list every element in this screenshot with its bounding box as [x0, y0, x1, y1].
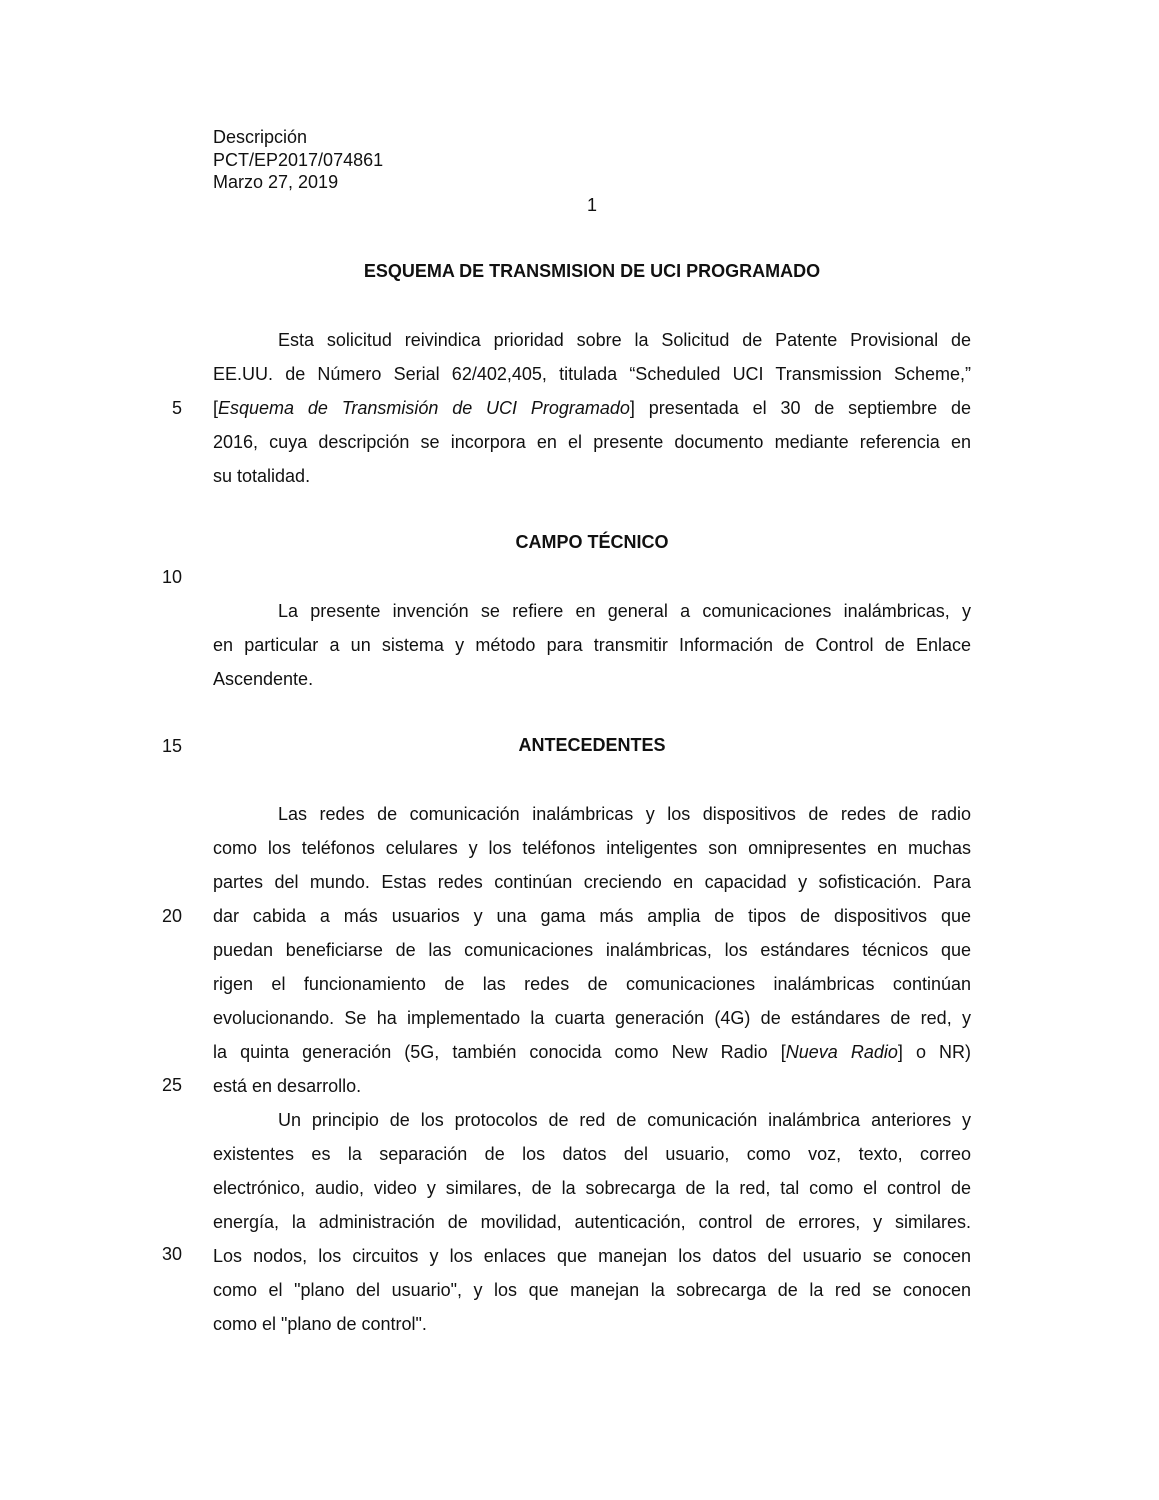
doc-type: Descripción — [213, 127, 308, 147]
text-line: energía, la administración de movilidad, autenticación, control de errores, y similares. — [213, 1212, 971, 1232]
text-line: su totalidad. — [213, 466, 311, 486]
text-run: ] o NR) — [897, 1042, 972, 1062]
margin-line-number: 10 — [161, 567, 182, 587]
margin-line-number: 25 — [161, 1075, 182, 1095]
text-line: existentes es la separación de los datos del usuario, como voz, texto, correo — [213, 1144, 971, 1164]
text-line: dar cabida a más usuarios y una gama más amplia de tipos de dispositivos que — [213, 906, 971, 926]
document-header — [213, 126, 383, 194]
text-line: Las redes de comunicación inalámbricas y los dispositivos de redes de radio — [278, 804, 971, 824]
text-line: La presente invención se refiere en general a comunicaciones inalámbricas, y — [278, 601, 971, 621]
text-line — [213, 1037, 971, 1067]
section-heading-campo-tecnico: CAMPO TÉCNICO — [515, 532, 669, 552]
margin-line-number: 5 — [171, 398, 182, 418]
document-date: Marzo 27, 2019 — [213, 172, 339, 192]
bracket: [ — [213, 398, 219, 418]
document-title: ESQUEMA DE TRANSMISION DE UCI PROGRAMADO — [363, 261, 821, 281]
text-line: como el "plano del usuario", y los que manejan la sobrecarga de la red se conocen — [213, 1280, 971, 1300]
text-line: Esta solicitud reivindica prioridad sobre la Solicitud de Patente Provisional de — [278, 330, 971, 350]
italic-translation: Esquema de Transmisión de UCI Programado — [218, 398, 630, 418]
text-line: EE.UU. de Número Serial 62/402,405, titulada “Scheduled UCI Transmission Scheme,” — [213, 364, 971, 384]
page-number: 1 — [586, 195, 597, 215]
text-line: como el "plano de control". — [213, 1314, 427, 1334]
italic-translation: Nueva Radio — [785, 1042, 898, 1062]
text-line: como los teléfonos celulares y los teléfonos inteligentes son omnipresentes en muchas — [213, 838, 971, 858]
text-line: Un principio de los protocolos de red de comunicación inalámbrica anteriores y — [278, 1110, 971, 1130]
text-run: ] presentada el 30 de septiembre de — [629, 398, 971, 418]
text-line — [213, 393, 971, 423]
margin-line-number: 20 — [161, 906, 182, 926]
text-line: partes del mundo. Estas redes continúan creciendo en capacidad y sofisticación. Para — [213, 872, 971, 892]
text-line: 2016, cuya descripción se incorpora en el presente documento mediante referencia en — [213, 432, 971, 452]
text-line: Ascendente. — [213, 669, 314, 689]
text-line: rigen el funcionamiento de las redes de comunicaciones inalámbricas continúan — [213, 974, 971, 994]
margin-line-number: 30 — [161, 1244, 182, 1264]
text-line: puedan beneficiarse de las comunicaciones inalámbricas, los estándares técnicos que — [213, 940, 971, 960]
text-line: electrónico, audio, video y similares, de la sobrecarga de la red, tal como el control de — [213, 1178, 971, 1198]
text-line: evolucionando. Se ha implementado la cuarta generación (4G) de estándares de red, y — [213, 1008, 971, 1028]
application-number: PCT/EP2017/074861 — [213, 149, 384, 170]
text-line: en particular a un sistema y método para transmitir Información de Control de Enlace — [213, 635, 971, 655]
margin-line-number: 15 — [161, 736, 182, 756]
text-line: Los nodos, los circuitos y los enlaces que manejan los datos del usuario se conocen — [213, 1246, 971, 1266]
text-line: está en desarrollo. — [213, 1076, 362, 1096]
text-run: la quinta generación (5G, también conocida como New Radio [ — [213, 1042, 786, 1062]
section-heading-antecedentes: ANTECEDENTES — [518, 735, 666, 755]
